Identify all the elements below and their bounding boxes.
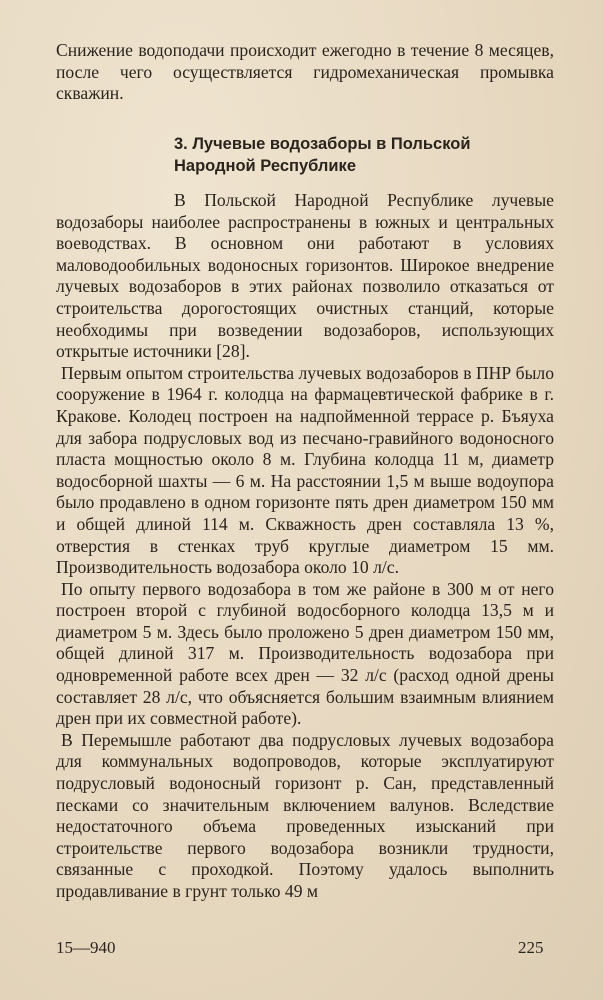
- paragraph-1: В Польской Народной Республике лучевые водозаборы наиболее распространены в южных и центральных воеводствах. В основном они работают в условиях маловодообильных водоносных горизонтов. Широкое внедрение лучевых водозаборов в этих районах позволило отказаться от строительства дорогостоящих очистных станций, которые необходимы при возведении водозаборов, использующих открытые источники [28].: [56, 190, 554, 362]
- intro-text: [56, 40, 554, 105]
- section-title-line2: Народной Республике: [174, 157, 356, 175]
- intro-paragraph: Снижение водоподачи происходит ежегодно в течение 8 месяцев, после чего осуществляется гидромеханическая промывка скважин.: [56, 40, 554, 104]
- section-title-line1: 3. Лучевые водозаборы в Польской: [174, 135, 471, 153]
- page-number: 225: [518, 938, 544, 957]
- section-body: [56, 190, 554, 903]
- paragraph-4: В Перемышле работают два подрусловых лучевых водозабора для коммунальных водопроводов, которые эксплуатируют подрусловый водоносный горизонт р. Сан, представленный песками со значительным включением валунов. Вследствие недостаточного объема проведенных изысканий при строительстве первого водозабора возникли трудности, связанные с проходкой. Поэтому удалось выполнить продавливание в грунт только 49 м: [56, 729, 554, 901]
- paragraph-2: Первым опытом строительства лучевых водозаборов в ПНР было сооружение в 1964 г. колодца на фармацевтической фабрике в г. Кракове. Колодец построен на надпойменной террасе р. Бъяуха для забора подрусловых вод из песчано-гравийного водоносного пласта мощностью около 8 м. Глубина колодца 11 м, диаметр водосборной шахты — 6 м. На расстоянии 1,5 м выше водоупора было продавлено в одном горизонте пять дрен диаметром 150 мм и общей длиной 114 м. Скважность дрен составляла 13 %, отверстия в стенках труб круглые диаметром 15 мм. Производительность водозабора около 10 л/с.: [56, 362, 554, 578]
- signature-mark: 15—940: [56, 938, 116, 957]
- paragraph-3: По опыту первого водозабора в том же районе в 300 м от него построен второй с глубиной водосборного колодца 13,5 м и диаметром 5 м. Здесь было проложено 5 дрен диаметром 150 мм, общей длиной 317 м. Производительность водозабора при одновременной работе всех дрен — 32 л/с (расход одной дрены составляет 28 л/с, что объясняется большим взаимным влиянием дрен при их совместной работе).: [56, 578, 554, 729]
- section-heading: [174, 133, 574, 177]
